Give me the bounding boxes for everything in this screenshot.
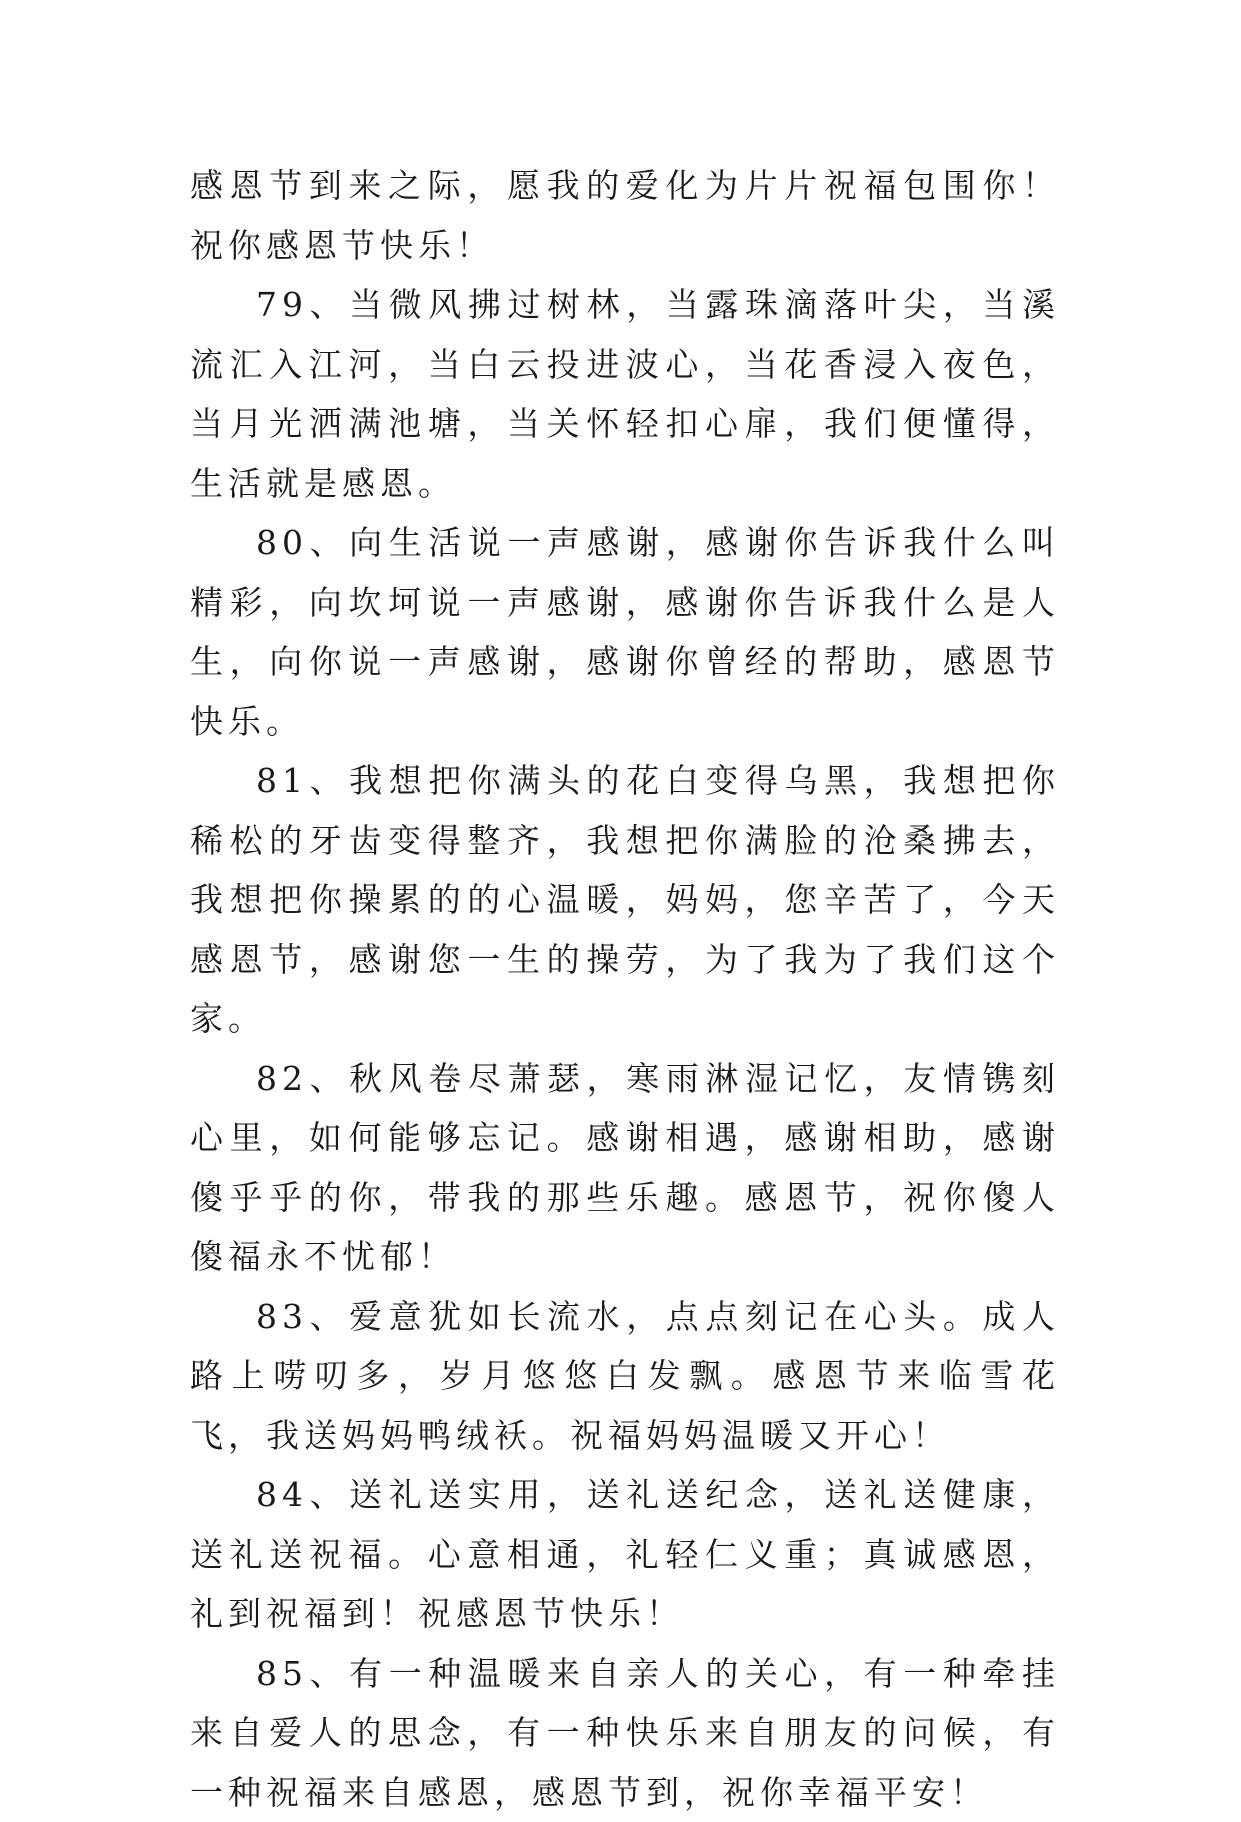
paragraph: 79、当微风拂过树林，当露珠滴落叶尖，当溪流汇入江河，当白云投进波心，当花香浸入夜色，当月光洒满池塘，当关怀轻扣心扉，我们便懂得，生活就是感恩。 (190, 275, 1060, 513)
paragraph: 感恩节到来之际，愿我的爱化为片片祝福包围你！祝你感恩节快乐！ (190, 156, 1060, 275)
paragraph: 81、我想把你满头的花白变得乌黑，我想把你稀松的牙齿变得整齐，我想把你满脸的沧桑拂去，我想把你操累的的心温暖，妈妈，您辛苦了，今天感恩节，感谢您一生的操劳，为了我为了我们这个家。 (190, 751, 1060, 1049)
document-body (190, 156, 1060, 1822)
paragraph: 82、秋风卷尽萧瑟，寒雨淋湿记忆，友情镌刻心里，如何能够忘记。感谢相遇，感谢相助，感谢傻乎乎的你，带我的那些乐趣。感恩节，祝你傻人傻福永不忧郁！ (190, 1049, 1060, 1287)
paragraph: 84、送礼送实用，送礼送纪念，送礼送健康，送礼送祝福。心意相通，礼轻仁义重；真诚感恩，礼到祝福到！祝感恩节快乐！ (190, 1465, 1060, 1644)
paragraph: 83、爱意犹如长流水，点点刻记在心头。成人路上唠叨多，岁月悠悠白发飘。感恩节来临雪花飞，我送妈妈鸭绒袄。祝福妈妈温暖又开心！ (190, 1287, 1060, 1466)
paragraph: 80、向生活说一声感谢，感谢你告诉我什么叫精彩，向坎坷说一声感谢，感谢你告诉我什么是人生，向你说一声感谢，感谢你曾经的帮助，感恩节快乐。 (190, 513, 1060, 751)
paragraph: 85、有一种温暖来自亲人的关心，有一种牵挂来自爱人的思念，有一种快乐来自朋友的问候，有一种祝福来自感恩，感恩节到，祝你幸福平安！ (190, 1644, 1060, 1822)
